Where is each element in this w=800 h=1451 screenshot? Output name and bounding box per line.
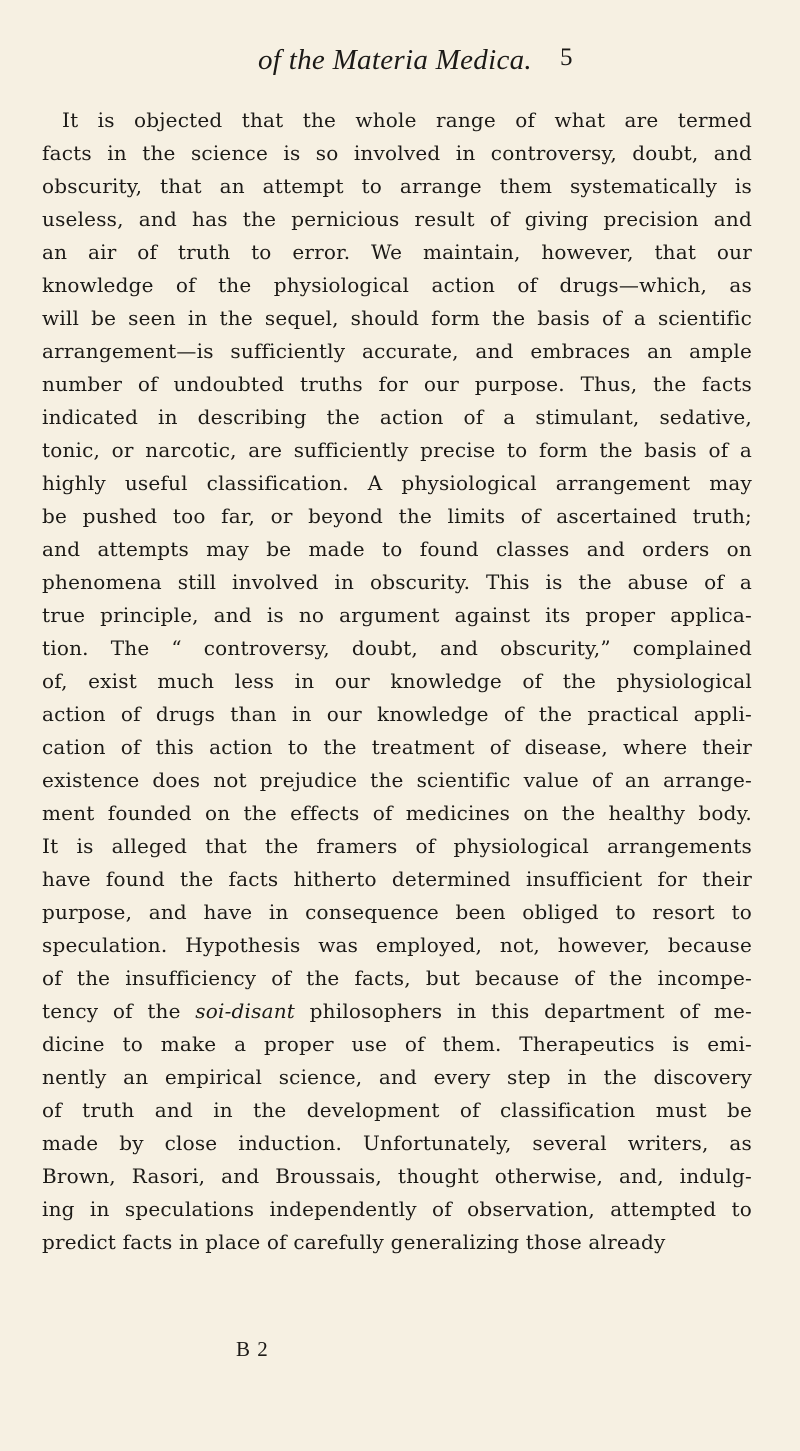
text-line: highly useful classification. A physiological arrangement may <box>42 471 752 495</box>
page-number: 5 <box>560 44 573 71</box>
signature-mark: B 2 <box>236 1337 269 1361</box>
text-line: and attempts may be made to found classes and orders on <box>42 537 752 561</box>
text-line: tion. The “ controversy, doubt, and obscurity,” complained <box>42 636 752 660</box>
text-line: existence does not prejudice the scientific value of an arrange- <box>42 768 752 792</box>
text-line: tency of the soi-disant philosophers in this department of me- <box>42 999 752 1023</box>
text-line: obscurity, that an attempt to arrange them systematically is <box>42 174 752 198</box>
text-line: be pushed too far, or beyond the limits of ascertained truth; <box>42 504 752 528</box>
text-line: cation of this action to the treatment of disease, where their <box>42 735 752 759</box>
text-line: dicine to make a proper use of them. Therapeutics is emi- <box>42 1032 752 1056</box>
text-line: made by close induction. Unfortunately, several writers, as <box>42 1131 752 1155</box>
text-line: an air of truth to error. We maintain, however, that our <box>42 240 752 264</box>
text-line: nently an empirical science, and every step in the discovery <box>42 1065 752 1089</box>
text-line: have found the facts hitherto determined insufficient for their <box>42 867 752 891</box>
text-line: arrangement—is sufficiently accurate, and embraces an ample <box>42 339 752 363</box>
running-title: of the Materia Medica. <box>258 44 532 76</box>
text-line: action of drugs than in our knowledge of the practical appli- <box>42 702 752 726</box>
text-line: indicated in describing the action of a stimulant, sedative, <box>42 405 752 429</box>
text-line: of the insufficiency of the facts, but because of the incompe- <box>42 966 752 990</box>
text-line: predict facts in place of carefully generalizing those already <box>42 1230 666 1254</box>
text-line: of, exist much less in our knowledge of the physiological <box>42 669 752 693</box>
text-line: useless, and has the pernicious result of giving precision and <box>42 207 752 231</box>
text-line: purpose, and have in consequence been obliged to resort to <box>42 900 752 924</box>
text-line: tonic, or narcotic, are sufficiently precise to form the basis of a <box>42 438 752 462</box>
text-line: will be seen in the sequel, should form the basis of a scientific <box>42 306 752 330</box>
text-line: of truth and in the development of classification must be <box>42 1098 752 1122</box>
text-line: phenomena still involved in obscurity. This is the abuse of a <box>42 570 752 594</box>
body-text <box>42 104 752 1259</box>
text-line: Brown, Rasori, and Broussais, thought otherwise, and, indulg- <box>42 1164 752 1188</box>
text-line: It is objected that the whole range of what are termed <box>62 108 752 132</box>
text-line: ment founded on the effects of medicines on the healthy body. <box>42 801 752 825</box>
text-line: speculation. Hypothesis was employed, not, however, because <box>42 933 752 957</box>
text-line: knowledge of the physiological action of drugs—which, as <box>42 273 752 297</box>
text-line: number of undoubted truths for our purpose. Thus, the facts <box>42 372 752 396</box>
text-line: ing in speculations independently of observation, attempted to <box>42 1197 752 1221</box>
text-line: true principle, and is no argument against its proper applica- <box>42 603 752 627</box>
text-line: It is alleged that the framers of physiological arrangements <box>42 834 752 858</box>
text-line: facts in the science is so involved in controversy, doubt, and <box>42 141 752 165</box>
page-header <box>0 44 800 84</box>
